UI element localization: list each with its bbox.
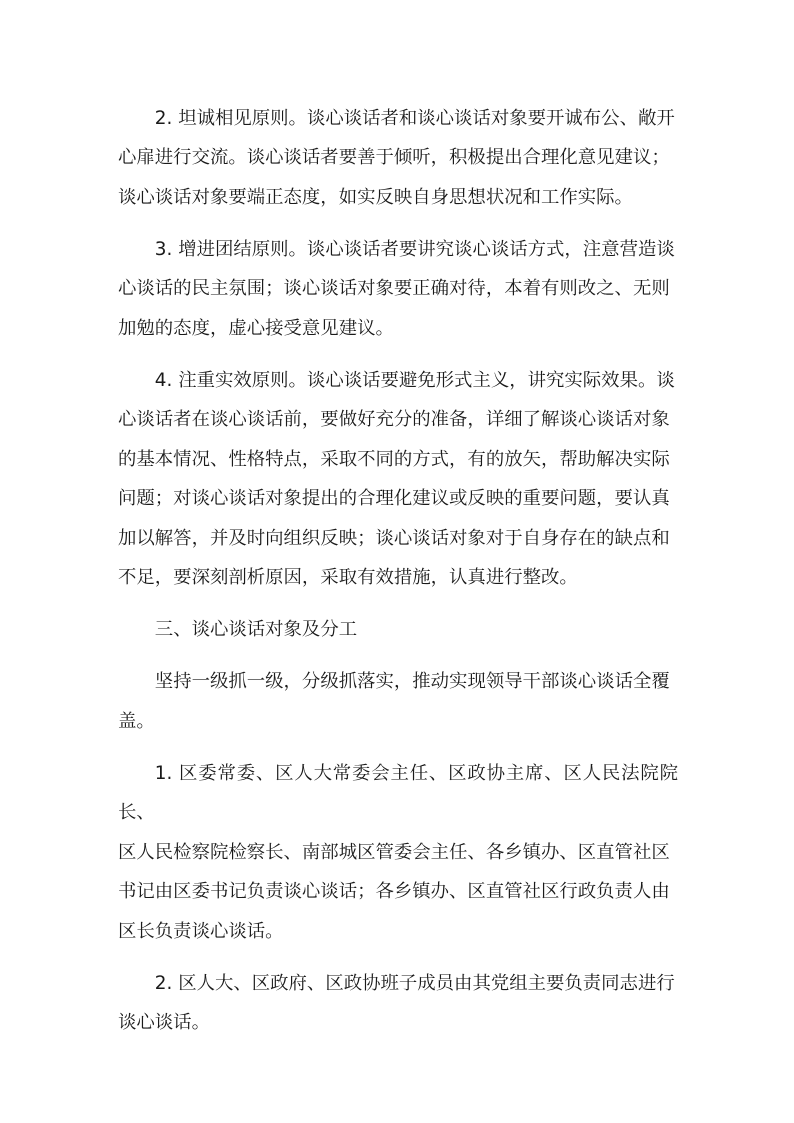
text-line: 心扉进行交流。谈心谈话者要善于倾听，积极提出合理化意见建议；: [118, 147, 670, 169]
text-line: 谈心谈话对象要端正态度，如实反映自身思想状况和工作实际。: [118, 186, 633, 208]
text-line: 书记由区委书记负责谈心谈话；各乡镇办、区直管社区行政负责人由: [118, 881, 670, 903]
paragraph-intro: [118, 662, 678, 741]
text-line: 谈心谈话。: [118, 1012, 210, 1034]
text-line: 心谈话者在谈心谈话前，要做好充分的准备，详细了解谈心谈话对象: [118, 409, 670, 431]
paragraph-division-2: [118, 964, 678, 1043]
paragraph-division-1: [118, 754, 678, 951]
text-line: 3. 增进团结原则。谈心谈话者要讲究谈心谈话方式，注意营造谈: [154, 239, 675, 261]
text-line: 盖。: [118, 710, 155, 732]
paragraph-principle-3: [118, 230, 678, 348]
paragraph-gap: [118, 597, 678, 610]
text-line: 问题；对谈心谈话对象提出的合理化建议或反映的重要问题，要认真: [118, 488, 670, 510]
text-line: 加勉的态度，虚心接受意见建议。: [118, 317, 394, 339]
paragraph-gap: [118, 741, 678, 754]
paragraph-gap: [118, 217, 678, 230]
heading-text: 三、谈心谈话对象及分工: [154, 619, 358, 641]
paragraph-principle-4: [118, 361, 678, 597]
text-line: 心谈话的民主氛围；谈心谈话对象要正确对待，本着有则改之、无则: [118, 278, 670, 300]
text-line: 加以解答，并及时向组织反映；谈心谈话对象对于自身存在的缺点和: [118, 527, 670, 549]
text-line: 坚持一级抓一级，分级抓落实，推动实现领导干部谈心谈话全覆: [154, 671, 670, 693]
text-line: 2. 坦诚相见原则。谈心谈话者和谈心谈话对象要开诚布公、敞开: [154, 108, 675, 129]
text-line: 4. 注重实效原则。谈心谈话要避免形式主义，讲究实际效果。谈: [154, 370, 675, 392]
paragraph-gap: [118, 348, 678, 361]
section-heading-3: [118, 610, 678, 649]
paragraph-principle-2: [118, 99, 678, 217]
paragraph-gap: [118, 951, 678, 964]
document-body: [118, 99, 678, 1043]
text-line: 区人民检察院检察长、南部城区管委会主任、各乡镇办、区直管社区: [118, 841, 670, 863]
text-line: 的基本情况、性格特点，采取不同的方式，有的放矢，帮助解决实际: [118, 448, 670, 470]
text-line: 2. 区人大、区政府、区政协班子成员由其党组主要负责同志进行: [154, 972, 675, 994]
paragraph-gap: [118, 650, 678, 663]
text-line: 区长负责谈心谈话。: [118, 920, 284, 942]
text-line: 1. 区委常委、区人大常委会主任、区政协主席、区人民法院院长、: [118, 763, 678, 824]
text-line: 不足，要深刻剖析原因，采取有效措施，认真进行整改。: [118, 567, 578, 589]
